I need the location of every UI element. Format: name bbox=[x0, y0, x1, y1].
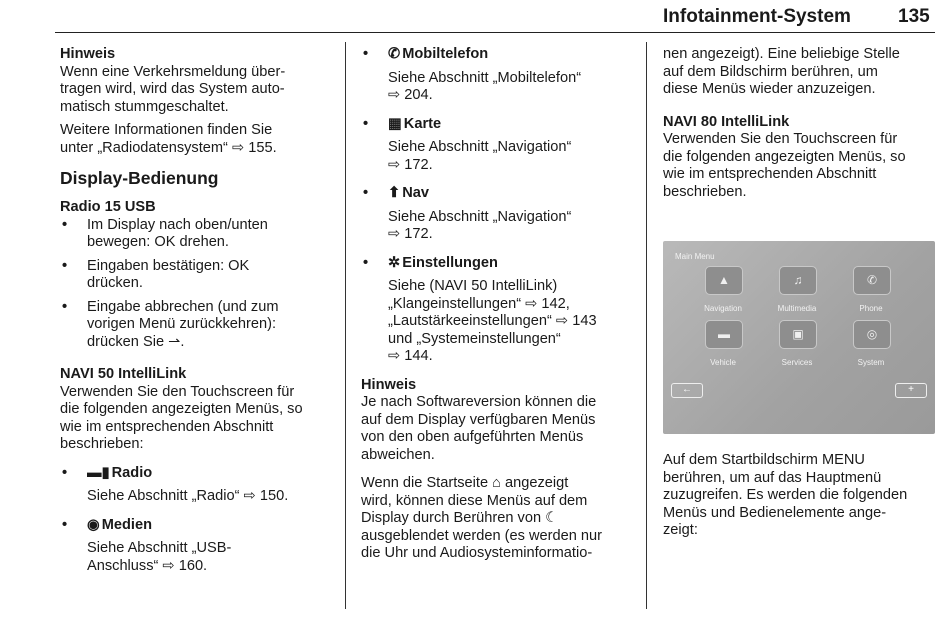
bullet-icon: • bbox=[62, 257, 68, 274]
para-line: Display durch Berühren von ☾ bbox=[361, 510, 559, 526]
see-line: Siehe Abschnitt „Mobiltelefon“ bbox=[388, 69, 582, 86]
tile-label: System bbox=[857, 358, 885, 367]
column-3 bbox=[663, 46, 935, 540]
see-line: ⇨ 144. bbox=[388, 348, 433, 364]
menu-item-radio bbox=[60, 465, 332, 506]
bullet-icon: • bbox=[62, 298, 68, 315]
list-line: Eingabe abbrechen (und zum bbox=[87, 298, 279, 315]
navigation-tile bbox=[705, 266, 743, 295]
list-item bbox=[60, 217, 332, 252]
menu-label: Mobiltelefon bbox=[402, 46, 489, 62]
phone-tile bbox=[853, 266, 891, 295]
multimedia-tile bbox=[779, 266, 817, 295]
navi80-line: beschrieben. bbox=[663, 183, 747, 200]
bullet-icon: • bbox=[62, 516, 68, 533]
tile-label: Phone bbox=[859, 304, 883, 313]
navi80-line: Verwenden Sie den Touchscreen für bbox=[663, 131, 898, 147]
note-line: auf dem Display verfügbaren Menüs bbox=[361, 411, 596, 428]
see-line: Siehe (NAVI 50 IntelliLink) bbox=[388, 278, 558, 294]
screen-title: Main Menu bbox=[675, 252, 715, 261]
page-number: 135 bbox=[898, 6, 930, 27]
note-heading: Hinweis bbox=[361, 376, 417, 393]
see-line: Siehe Abschnitt „Navigation“ bbox=[388, 208, 572, 225]
list-item bbox=[60, 258, 332, 293]
menu-item-mobiltelefon bbox=[361, 46, 633, 105]
note-line: abweichen. bbox=[361, 446, 435, 463]
radio-icon: ▬▮ bbox=[87, 464, 110, 481]
navi80-line: die folgenden angezeigten Menüs, so bbox=[663, 148, 906, 165]
see-line: Anschluss“ ⇨ 160. bbox=[87, 557, 208, 574]
note-heading: Hinweis bbox=[60, 46, 116, 62]
menu-label: Nav bbox=[402, 185, 430, 201]
list-line: Im Display nach oben/unten bbox=[87, 216, 268, 233]
radio15-heading: Radio 15 USB bbox=[60, 199, 156, 215]
info-line: Weitere Informationen finden Sie bbox=[60, 122, 273, 138]
list-line: bewegen: OK drehen. bbox=[87, 234, 229, 250]
tile-label: Services bbox=[781, 358, 813, 367]
navigation-icon: ▲ bbox=[718, 273, 730, 287]
bullet-icon: • bbox=[363, 46, 369, 62]
media-icon: ◉ bbox=[87, 516, 100, 533]
final-line: Menüs und Bedienelemente ange- bbox=[663, 504, 887, 521]
menu-item-nav bbox=[361, 185, 633, 244]
back-icon: ← bbox=[671, 383, 703, 398]
menu-item-medien bbox=[60, 517, 332, 576]
tile-label: Vehicle bbox=[710, 358, 736, 367]
cont-line: diese Menüs wieder anzuzeigen. bbox=[663, 81, 876, 97]
bullet-icon: • bbox=[363, 115, 369, 132]
list-line: Eingaben bestätigen: OK bbox=[87, 257, 250, 274]
tile-label: Multimedia bbox=[777, 304, 817, 313]
bullet-icon: • bbox=[363, 185, 369, 201]
section-title: Display-Bedienung bbox=[60, 168, 219, 188]
list-line: vorigen Menü zurückkehren): bbox=[87, 316, 276, 332]
menu-item-karte bbox=[361, 116, 633, 175]
vehicle-tile bbox=[705, 320, 743, 349]
main-menu-screenshot bbox=[663, 241, 935, 434]
column-divider-1 bbox=[345, 42, 346, 609]
phone-icon: ✆ bbox=[388, 46, 401, 62]
see-line: „Klangeinstellungen“ ⇨ 142, bbox=[388, 295, 570, 312]
see-line: Siehe Abschnitt „Radio“ ⇨ 150. bbox=[87, 488, 289, 504]
note-line: von den oben aufgeführten Menüs bbox=[361, 429, 584, 445]
info-line: unter „Radiodatensystem“ ⇨ 155. bbox=[60, 139, 277, 156]
note-line: Je nach Softwareversion können die bbox=[361, 394, 597, 410]
column-divider-2 bbox=[646, 42, 647, 609]
menu-label: Einstellungen bbox=[402, 254, 498, 271]
navi50-heading: NAVI 50 IntelliLink bbox=[60, 366, 187, 382]
list-line: drücken Sie ⇀. bbox=[87, 333, 185, 350]
final-line: Auf dem Startbildschirm MENU bbox=[663, 452, 865, 468]
final-line: zuzugreifen. Es werden die folgenden bbox=[663, 487, 908, 503]
map-icon: ▦ bbox=[388, 115, 402, 132]
see-line: und „Systemeinstellungen“ bbox=[388, 330, 561, 347]
system-icon: ◎ bbox=[866, 327, 878, 341]
header-rule bbox=[55, 32, 935, 33]
multimedia-icon: ♫ bbox=[793, 273, 803, 287]
bullet-icon: • bbox=[62, 464, 68, 481]
para-line: wird, können diese Menüs auf dem bbox=[361, 492, 588, 509]
list-item bbox=[60, 299, 332, 352]
note-line: Wenn eine Verkehrsmeldung über- bbox=[60, 63, 286, 80]
para-line: die Uhr und Audiosysteminformatio- bbox=[361, 545, 593, 561]
system-tile bbox=[853, 320, 891, 349]
menu-item-einstellungen bbox=[361, 255, 633, 366]
note-line: tragen wird, wird das System auto- bbox=[60, 81, 285, 97]
column-1 bbox=[60, 46, 332, 575]
see-line: Siehe Abschnitt „Navigation“ bbox=[388, 139, 572, 155]
services-tile bbox=[779, 320, 817, 349]
final-line: zeigt: bbox=[663, 522, 698, 538]
bullet-icon: • bbox=[363, 254, 369, 271]
navi50-line: wie im entsprechenden Abschnitt bbox=[60, 418, 274, 435]
gear-icon: ✲ bbox=[388, 254, 401, 271]
see-line: ⇨ 204. bbox=[388, 87, 433, 103]
see-line: „Lautstärkeeinstellungen“ ⇨ 143 bbox=[388, 313, 597, 329]
cont-line: auf dem Bildschirm berühren, um bbox=[663, 63, 878, 80]
menu-label: Medien bbox=[101, 516, 153, 533]
final-line: berühren, um auf das Hauptmenü bbox=[663, 469, 882, 486]
bullet-icon: • bbox=[62, 216, 68, 233]
para-line: Wenn die Startseite ⌂ angezeigt bbox=[361, 475, 569, 491]
vehicle-icon: ▬ bbox=[718, 327, 730, 341]
navi50-line: beschrieben: bbox=[60, 436, 144, 452]
note-line: matisch stummgeschaltet. bbox=[60, 98, 229, 115]
navi50-line: Verwenden Sie den Touchscreen für bbox=[60, 383, 295, 400]
list-line: drücken. bbox=[87, 275, 143, 291]
menu-label: Radio bbox=[111, 464, 153, 481]
cont-line: nen angezeigt). Eine beliebige Stelle bbox=[663, 46, 900, 62]
nav-arrow-icon: ⬆ bbox=[388, 185, 401, 201]
para-line: ausgeblendet werden (es werden nur bbox=[361, 527, 602, 544]
navi80-heading: NAVI 80 IntelliLink bbox=[663, 113, 790, 130]
services-icon: ▣ bbox=[792, 327, 804, 341]
navi50-line: die folgenden angezeigten Menüs, so bbox=[60, 401, 303, 417]
navi80-line: wie im entsprechenden Abschnitt bbox=[663, 166, 877, 182]
menu-label: Karte bbox=[403, 115, 442, 132]
plus-icon: + bbox=[895, 383, 927, 398]
header-title: Infotainment-System bbox=[663, 6, 851, 27]
column-2 bbox=[361, 46, 633, 563]
see-line: Siehe Abschnitt „USB- bbox=[87, 540, 232, 556]
see-line: ⇨ 172. bbox=[388, 156, 433, 173]
tile-label: Navigation bbox=[704, 304, 742, 313]
phone-icon: ✆ bbox=[866, 273, 878, 287]
see-line: ⇨ 172. bbox=[388, 226, 433, 242]
